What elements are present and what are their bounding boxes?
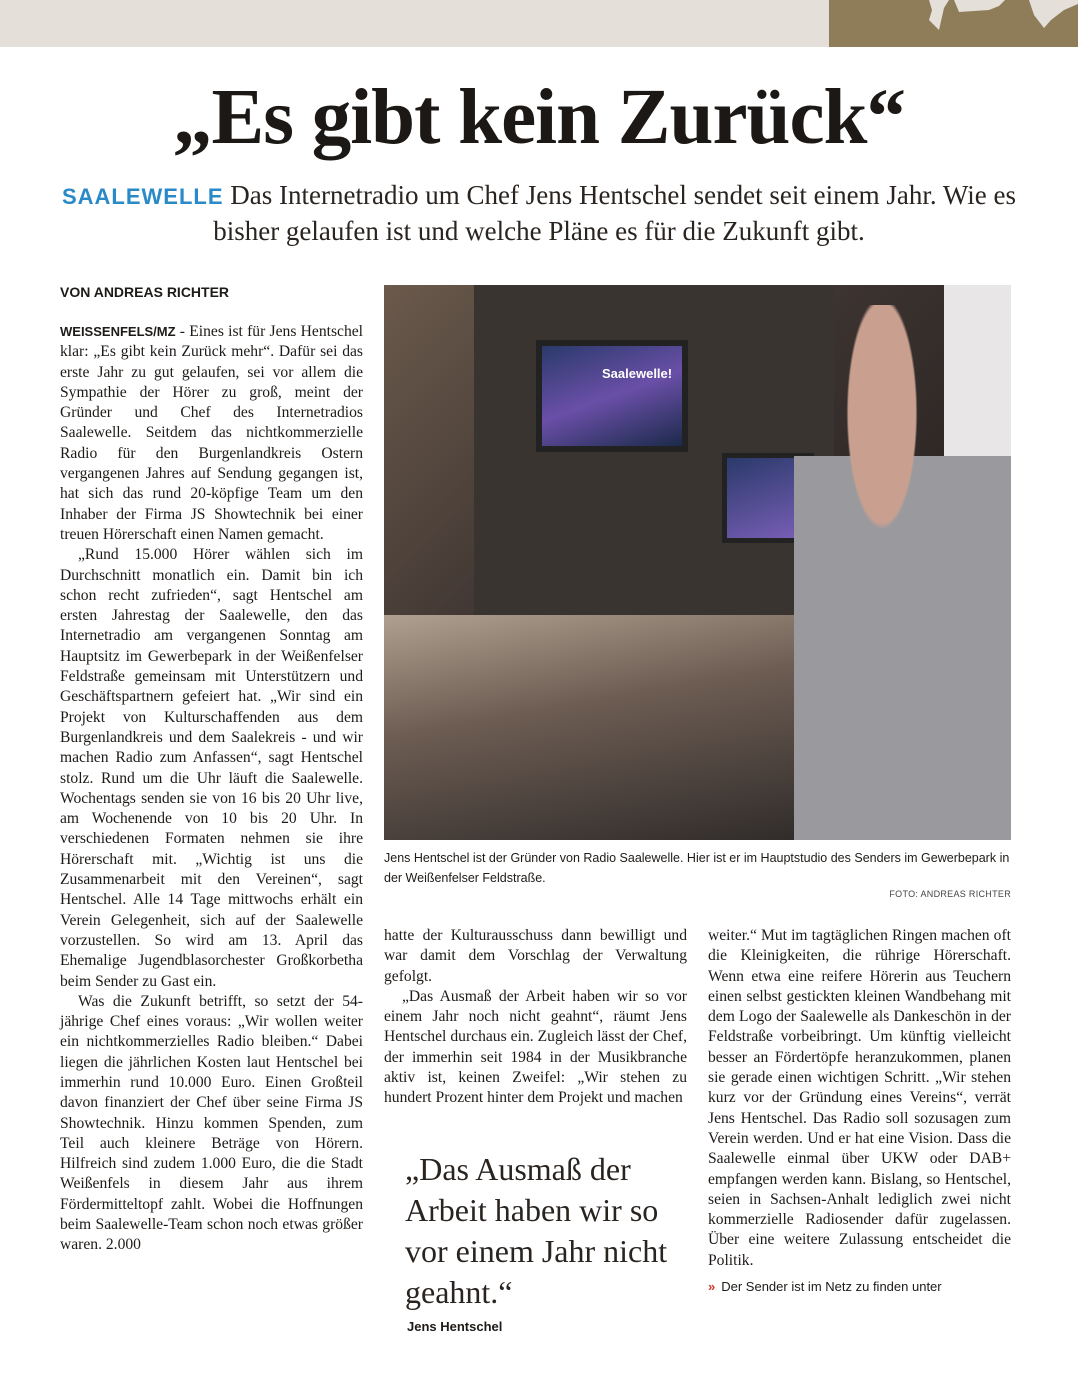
subheadline xyxy=(60,178,1018,248)
web-note xyxy=(708,1279,1011,1295)
top-banner xyxy=(0,0,1078,47)
byline: VON ANDREAS RICHTER xyxy=(60,284,230,300)
kicker: SAALEWELLE xyxy=(61,184,224,209)
headline: „Es gibt kein Zurück“ xyxy=(173,74,905,161)
right-region xyxy=(384,285,1011,1335)
city-skyline-graphic xyxy=(829,0,1078,47)
photo-credit: FOTO: ANDREAS RICHTER xyxy=(889,889,1011,899)
paragraph xyxy=(60,322,363,545)
paragraph: Was die Zukunft betrifft, so setzt der 54-jährige Chef eines voraus: „Wir wollen weiter ein nichtkommerzielles Radio bleiben.“ Dabei liegen die jährlichen Kosten laut Hentschel bei immerhin rund 10.000 Euro. Einen Großteil davon finanziert der Chef über seine Firma JS Showtechnik. Hinzu kommen Spenden, zum Teil auch kleinere Beträge von Hörern. Hilfreich sind zudem 1.000 Euro, die die Stadt Weißenfels in diesem Jahr aus ihrem Fördermitteltopf zahlt. Wobei die Hoffnungen beim Saalewelle-Team schon noch etwas größer waren. 2.000 xyxy=(60,992,363,1254)
column-2-stack xyxy=(384,926,687,1335)
article-column-2 xyxy=(384,926,687,1109)
paragraph-text: - Eines ist für Jens Hentschel klar: „Es gibt kein Zurück mehr“. Dafür sei das erste Jahr zu gut gelaufen, sei vor allem die Sympathie der Hörer zu groß, meint der Gründer und Chef des Internetradios Saalewelle. Seitdem das nichtkommerzielle Radio für den Burgenlandkreis Ostern vergangenen Jahres auf Sendung gegangen ist, hat sich das rund 20-köpfige Team um den Inhaber der Firma JS Showtechnik bei einer treuen Hörerschaft einen Namen gemacht. xyxy=(60,323,363,543)
paragraph: hatte der Kulturausschuss dann bewilligt und war damit dem Vorschlag der Verwaltung gefolgt. xyxy=(384,927,687,985)
article-body xyxy=(0,284,1078,1384)
pull-quote-attribution: Jens Hentschel xyxy=(407,1318,503,1334)
dateline: WEISSENFELS/MZ xyxy=(60,324,176,339)
chevron-marker-icon: » xyxy=(708,1279,716,1295)
pull-quote: „Das Ausmaß der Arbeit haben wir so vor einem Jahr nicht geahnt.“ xyxy=(405,1150,668,1310)
article-column-1 xyxy=(60,322,363,1256)
photo-caption: Jens Hentschel ist der Gründer von Radio Saalewelle. Hier ist er im Hauptstudio des Senders im Gewerbepark in der Weißenfelser Feldstraße. xyxy=(384,851,1010,885)
paragraph: weiter.“ Mut im tagtäglichen Ringen machen oft die Kleinigkeiten, die rührige Hörerschaft. Wenn etwa eine reifere Hörerin aus Teuchern einen selbst gestickten kleinen Wandbehang mit dem Logo der Saalewelle als Dankeschön in der Feldstraße vorbeibringt. Um künftig vielleicht besser an Fördertöpfe heranzukommen, planen sie gerade einen wichtigen Schritt. „Wir stehen kurz vor der Gründung eines Vereins“, verrät Jens Hentschel. Das Radio soll sozusagen zum Verein werden. Und er hat eine Vision. Dass die Saalewelle einmal über UKW oder DAB+ empfangen werden kann. Bislang, so Hentschel, seien in Sachsen-Anhalt lediglich zwei nicht kommerzielle Radiosender dafür zugelassen. Über eine weitere Zulassung entscheidet die Politik. xyxy=(708,927,1011,1269)
subheadline-text: Das Internetradio um Chef Jens Hentschel sendet seit einem Jahr. Wie es bisher gelaufen ist und welche Pläne es für die Zukunft gibt. xyxy=(213,180,1016,246)
screen-logo: Saalewelle! xyxy=(602,366,673,381)
paragraph: „Das Ausmaß der Arbeit haben wir so vor einem Jahr noch nicht geahnt“, räumt Jens Hentschel durchaus ein. Zugleich lässt der Chef, der immerhin seit 1984 in der Musikbranche aktiv ist, keinen Zweifel: „Wir stehen zu hundert Prozent hinter dem Projekt und machen xyxy=(384,987,687,1107)
studio-photo xyxy=(384,285,1011,840)
person xyxy=(794,305,1011,840)
web-note-text: Der Sender ist im Netz zu finden unter xyxy=(721,1279,942,1295)
monitor xyxy=(536,340,688,452)
paragraph: „Rund 15.000 Hörer wählen sich im Durchschnitt monatlich ein. Damit bin ich schon recht zufrieden“, sagt Hentschel am ersten Jahrestag der Saalewelle, den das Internetradio am vergangenen Sonntag am Hauptsitz im Gewerbepark in der Weißenfelser Feldstraße gemeinsam mit Unterstützern und Geschäftspartnern gefeiert hat. „Wir sind ein Projekt von Kulturschaffenden aus dem Burgenlandkreis und dem Saalekreis - und wir machen Radio zum Anfassen“, sagt Hentschel stolz. Rund um die Uhr läuft die Saalewelle. Wochentags senden sie von 16 bis 20 Uhr live, am Wochenende von 10 bis 20 Uhr. In verschiedenen Formaten nehmen sie ihre Hörerschaft mit. „Wichtig ist uns die Zusammenarbeit mit den Vereinen“, sagt Hentschel. Alle 14 Tage mittwochs erhält ein Verein Gelegenheit, sich auf der Saalewelle vorzustellen. So wird am 13. April das Ehemalige Jugendblasorchester Großkorbetha beim Sender zu Gast ein. xyxy=(60,546,363,990)
column-3-stack xyxy=(708,926,1011,1335)
article-column-3 xyxy=(708,926,1011,1271)
mixing-desk xyxy=(384,615,844,840)
lower-columns xyxy=(384,926,1011,1335)
